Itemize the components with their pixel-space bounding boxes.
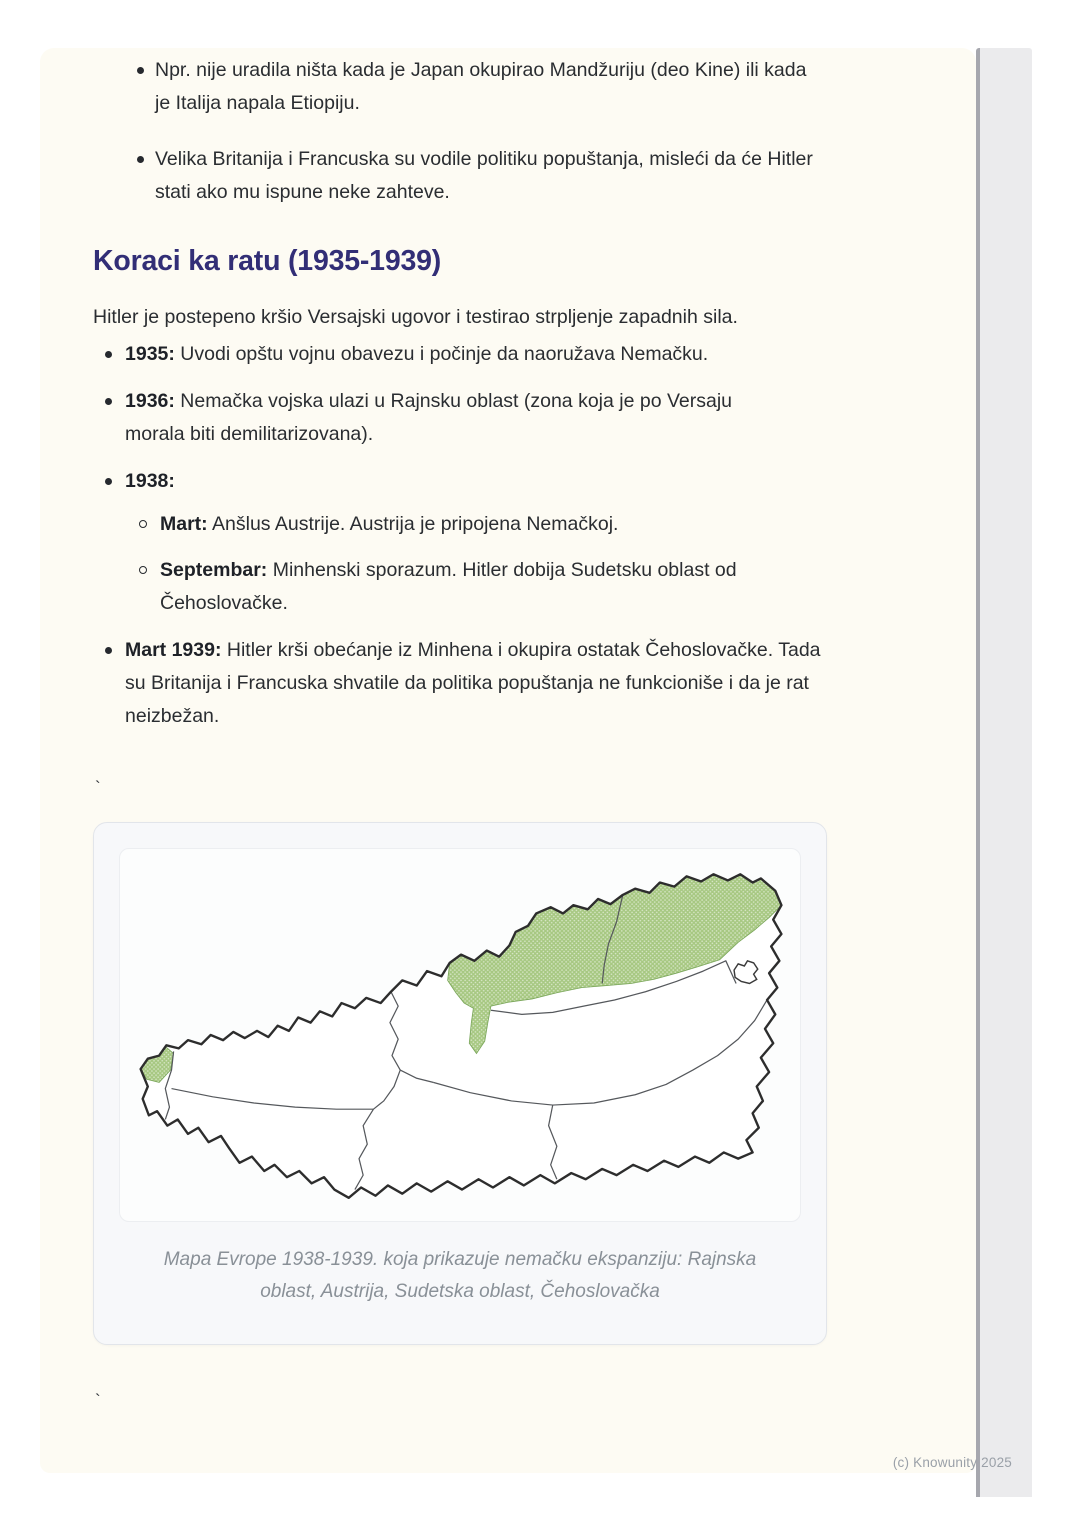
timeline-item-mart-1939 <box>40 634 840 733</box>
stray-backtick: ` <box>95 778 101 797</box>
section-heading: Koraci ka ratu (1935-1939) <box>93 244 442 277</box>
timeline-item-1938 <box>40 465 976 620</box>
timeline-year-label: 1935: <box>125 343 175 365</box>
timeline-subitem-text: Minhenski sporazum. Hitler dobija Sudetsku oblast od Čehoslovačke. <box>160 559 737 614</box>
timeline-item-1936 <box>40 385 795 451</box>
timeline-sublist <box>125 508 976 620</box>
list-item: Velika Britanija i Francuska su vodile politiku popuštanja, misleći da će Hitler stati ako mu ispune neke zahteve. <box>40 143 825 209</box>
timeline-item-text: Nemačka vojska ulazi u Rajnsku oblast (zona koja je po Versaju morala biti demilitarizovana). <box>125 390 733 445</box>
timeline-item-text: Hitler krši obećanje iz Minhena i okupira ostatak Čehoslovačke. Tada su Britanija i Francuska shvatile da politika popuštanja ne funkcioniše i da je rat neizbežan. <box>125 639 821 727</box>
list-item: Npr. nije uradila ništa kada je Japan okupirao Mandžuriju (deo Kine) ili kada je Italija napala Etiopiju. <box>40 54 825 120</box>
timeline-year-label: 1936: <box>125 390 175 412</box>
timeline-year-label: Mart 1939: <box>125 639 222 661</box>
austria-map-image <box>120 849 800 1221</box>
intro-paragraph: Hitler je postepeno kršio Versajski ugovor i testirao strpljenje zapadnih sila. <box>93 305 738 328</box>
timeline-subitem-text: Anšlus Austrije. Austrija je pripojena Nemačkoj. <box>212 513 619 535</box>
document-page <box>40 48 976 1473</box>
scrollbar-track[interactable] <box>976 48 1032 1497</box>
timeline-month-label: Septembar: <box>160 559 268 581</box>
timeline-list <box>40 338 976 747</box>
timeline-subitem-septembar <box>125 554 790 620</box>
intro-bullet-list <box>40 54 976 232</box>
map-caption <box>94 1244 826 1308</box>
timeline-item-text: Uvodi opštu vojnu obavezu i počinje da naoružava Nemačku. <box>180 343 709 365</box>
stray-backtick: ` <box>95 1391 101 1410</box>
timeline-item-1935 <box>40 338 976 371</box>
timeline-month-label: Mart: <box>160 513 208 535</box>
map-image-card <box>119 848 801 1222</box>
map-figure-card <box>93 822 827 1345</box>
copyright-watermark: (c) Knowunity 2025 <box>892 1455 1012 1470</box>
timeline-year-label: 1938: <box>125 470 175 492</box>
map-caption-text: Mapa Evrope 1938-1939. koja prikazuje nemačku ekspanziju: Rajnska oblast, Austrija, Sudetska oblast, Čehoslovačka <box>163 1249 757 1302</box>
timeline-subitem-mart <box>125 508 790 541</box>
